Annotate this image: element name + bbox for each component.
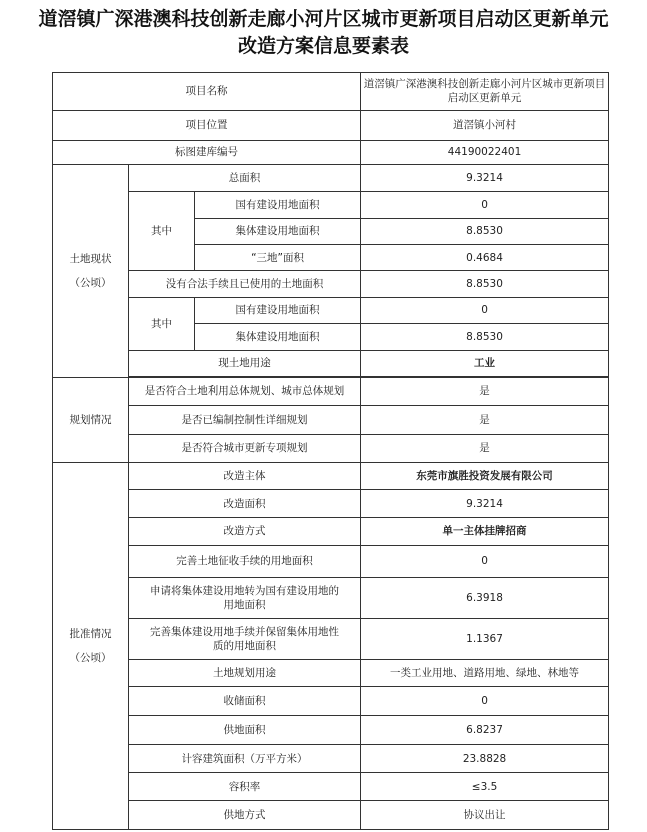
subject-label: 改造主体 [129, 462, 361, 490]
table-row [53, 618, 609, 659]
floor-area-value: 23.8828 [361, 744, 609, 773]
table-row [53, 801, 609, 830]
table-row [53, 165, 609, 192]
three-lands-label: “三地”面积 [195, 245, 361, 271]
general-plan-value: 是 [361, 377, 609, 406]
retain-label-line1: 完善集体建设用地手续并保留集体用地性 [150, 625, 340, 638]
table-row [53, 297, 609, 324]
plot-ratio-value: ≤3.5 [361, 773, 609, 801]
expropriation-value: 0 [361, 545, 609, 577]
table-row [53, 687, 609, 716]
area-label: 改造面积 [129, 490, 361, 518]
project-name-value: 道滘镇广深港澳科技创新走廊小河片区城市更新项目启动区更新单元 [361, 73, 609, 111]
no-procedure-value: 8.8530 [361, 270, 609, 297]
table-row [53, 73, 609, 111]
planned-use-label: 土地规划用途 [129, 659, 361, 687]
current-use-value: 工业 [361, 350, 609, 376]
table-row [53, 350, 609, 376]
table-row [53, 577, 609, 618]
no-procedure-label: 没有合法手续且已使用的土地面积 [129, 270, 361, 297]
group2-label: 其中 [129, 297, 195, 350]
reserve-value: 0 [361, 687, 609, 716]
collective-2-label: 集体建设用地面积 [195, 324, 361, 351]
collective-2-value: 8.8530 [361, 324, 609, 351]
supply-method-value: 协议出让 [361, 801, 609, 830]
table-row [53, 191, 609, 218]
page-title: 道滘镇广深港澳科技创新走廊小河片区城市更新项目启动区更新单元改造方案信息要素表 [38, 8, 609, 57]
table-row [53, 659, 609, 687]
total-area-label: 总面积 [129, 165, 361, 192]
method-value: 单一主体挂牌招商 [361, 518, 609, 546]
subject-value: 东莞市旗胜投资发展有限公司 [361, 462, 609, 490]
table-row [53, 715, 609, 744]
collective-value: 8.8530 [361, 218, 609, 245]
planned-use-value: 一类工业用地、道路用地、绿地、林地等 [361, 659, 609, 687]
detailed-plan-value: 是 [361, 406, 609, 435]
project-location-value: 道滘镇小河村 [361, 110, 609, 140]
supply-method-label: 供地方式 [129, 801, 361, 830]
approval-section [53, 462, 129, 829]
planning-section-label: 规划情况 [53, 377, 129, 462]
state-owned-value: 0 [361, 191, 609, 218]
table-row [53, 140, 609, 165]
table-row [53, 490, 609, 518]
state-owned-2-label: 国有建设用地面积 [195, 297, 361, 324]
info-table [52, 72, 609, 830]
land-status-unit: （公顷） [69, 276, 112, 289]
detailed-plan-label: 是否已编制控制性详细规划 [129, 406, 361, 435]
convert-label-line1: 申请将集体建设用地转为国有建设用地的 [150, 584, 340, 597]
table-row [53, 773, 609, 801]
table-row [53, 744, 609, 773]
retain-label [129, 618, 361, 659]
plot-ratio-label: 容积率 [129, 773, 361, 801]
collective-label: 集体建设用地面积 [195, 218, 361, 245]
group1-label: 其中 [129, 191, 195, 270]
table-row [53, 377, 609, 406]
method-label: 改造方式 [129, 518, 361, 546]
three-lands-value: 0.4684 [361, 245, 609, 271]
renewal-plan-value: 是 [361, 434, 609, 462]
current-use-label: 现土地用途 [129, 350, 361, 376]
state-owned-label: 国有建设用地面积 [195, 191, 361, 218]
table-row [53, 434, 609, 462]
table-row [53, 545, 609, 577]
table-row [53, 406, 609, 435]
renewal-plan-label: 是否符合城市更新专项规划 [129, 434, 361, 462]
table-row [53, 518, 609, 546]
table-row [53, 110, 609, 140]
convert-value: 6.3918 [361, 577, 609, 618]
reserve-label: 收储面积 [129, 687, 361, 716]
supply-area-value: 6.8237 [361, 715, 609, 744]
table-row [53, 462, 609, 490]
approval-label: 批准情况 [69, 627, 112, 640]
total-area-value: 9.3214 [361, 165, 609, 192]
map-code-value: 44190022401 [361, 140, 609, 165]
state-owned-2-value: 0 [361, 297, 609, 324]
map-code-label: 标图建库编号 [53, 140, 361, 165]
general-plan-label: 是否符合土地利用总体规划、城市总体规划 [129, 377, 361, 406]
expropriation-label: 完善土地征收手续的用地面积 [129, 545, 361, 577]
land-status-label: 土地现状 [69, 252, 112, 265]
supply-area-label: 供地面积 [129, 715, 361, 744]
retain-value: 1.1367 [361, 618, 609, 659]
project-name-label: 项目名称 [53, 73, 361, 111]
project-location-label: 项目位置 [53, 110, 361, 140]
table-row [53, 270, 609, 297]
approval-unit: （公顷） [69, 651, 112, 664]
retain-label-line2: 质的用地面积 [213, 639, 277, 652]
area-value: 9.3214 [361, 490, 609, 518]
convert-label-line2: 用地面积 [223, 598, 266, 611]
land-status-section [53, 165, 129, 377]
floor-area-label: 计容建筑面积（万平方米） [129, 744, 361, 773]
convert-label [129, 577, 361, 618]
